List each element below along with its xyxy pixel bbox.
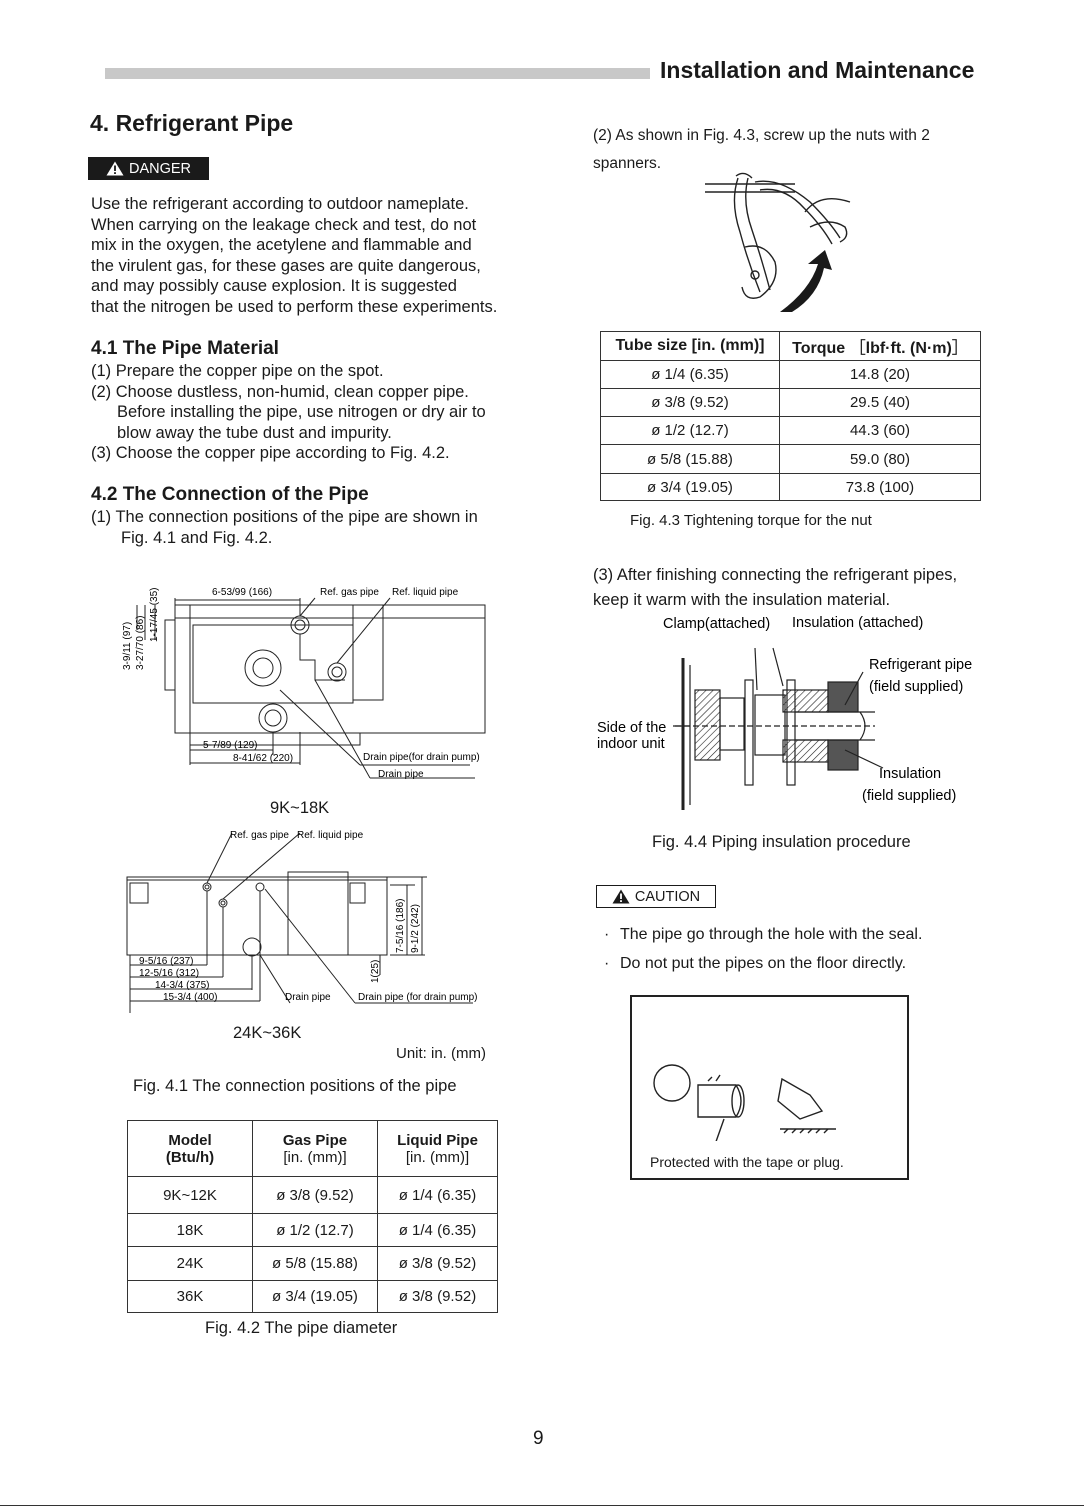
- protection-box: [630, 995, 909, 1180]
- fig41-caption: Fig. 4.1 The connection positions of the pipe: [133, 1077, 457, 1095]
- warning-icon: [106, 161, 124, 176]
- header-bar: [105, 68, 650, 79]
- fig42-caption: Fig. 4.2 The pipe diameter: [205, 1319, 398, 1337]
- dim-d3: 14-3/4 (375): [155, 980, 210, 991]
- side-label-1: Side of the: [597, 720, 667, 736]
- spanner-illustration: [700, 172, 860, 312]
- page-number: 9: [533, 1428, 544, 1449]
- fig41-top-drawing: [115, 580, 495, 790]
- dim-d1: 9-5/16 (237): [139, 956, 194, 967]
- table-row: 9K~12K ø 3/8 (9.52) ø 1/4 (6.35): [128, 1177, 498, 1214]
- ref-liquid-label-2: Ref. liquid pipe: [297, 830, 364, 841]
- table-row: 18K ø 1/2 (12.7) ø 1/4 (6.35): [128, 1214, 498, 1247]
- dim-r1: 7-5/16 (186): [395, 898, 406, 953]
- insulation-label: Insulation: [879, 766, 942, 782]
- torque-table: [600, 331, 981, 501]
- refrigerant-pipe-label: Refrigerant pipe: [869, 657, 973, 673]
- danger-badge: [88, 157, 209, 180]
- fig44-caption: Fig. 4.4 Piping insulation procedure: [652, 833, 911, 851]
- th-tube-size: Tube size [in. (mm)]: [601, 332, 780, 361]
- dim-bottom1: 5-7/89 (129): [203, 740, 258, 751]
- dim-left3: 1-17/45 (35): [149, 587, 160, 642]
- dim-left1: 3-9/11 (97): [122, 621, 133, 670]
- footer-line: [0, 1505, 1084, 1506]
- pipe-diameter-table: [127, 1120, 498, 1313]
- field-supplied-2: (field supplied): [862, 788, 957, 804]
- model-24k-36k: 24K~36K: [233, 1024, 302, 1042]
- caution-label: CAUTION: [634, 888, 701, 905]
- dim-bottom2: 8-41/62 (220): [233, 753, 294, 764]
- drain-label-2: Drain pipe: [285, 992, 331, 1003]
- table-row: ø 1/2 (12.7) 44.3 (60): [601, 417, 981, 445]
- table-row: ø 3/8 (9.52) 29.5 (40): [601, 389, 981, 417]
- danger-label: DANGER: [128, 160, 192, 177]
- step2-text: (2) As shown in Fig. 4.3, screw up the nuts with 2 spanners.: [593, 127, 930, 172]
- pipe-material-title: 4.1 The Pipe Material: [91, 338, 279, 359]
- header-title: Installation and Maintenance: [660, 57, 975, 83]
- danger-text: Use the refrigerant according to outdoor nameplate. When carrying on the leakage check and test, do not mix in the oxygen, the acetylene and flammable and the virulent gas, for these gases are quite dangerous, and may possibly cause explosion. It is suggested that the nitrogen be used to perform these experiments.: [91, 195, 498, 316]
- fig41-bottom-drawing: [115, 825, 495, 1020]
- caution-badge: [596, 885, 716, 908]
- field-supplied-1: (field supplied): [869, 679, 964, 695]
- insulation-attached-label: Insulation (attached): [792, 615, 924, 631]
- protect-note: Protected with the tape or plug.: [650, 1154, 844, 1170]
- drain-pump-label: Drain pipe(for drain pump): [363, 752, 480, 763]
- table-row: ø 5/8 (15.88) 59.0 (80): [601, 445, 981, 474]
- table-row: 24K ø 5/8 (15.88) ø 3/8 (9.52): [128, 1247, 498, 1281]
- clamp-label: Clamp(attached): [663, 616, 771, 632]
- table-row: 36K ø 3/4 (19.05) ø 3/8 (9.52): [128, 1281, 498, 1313]
- bullet-1: · The pipe go through the hole with the seal.: [604, 926, 923, 943]
- warning-icon: [612, 889, 630, 904]
- th-model: Model (Btu/h): [128, 1121, 253, 1177]
- ref-liquid-label: Ref. liquid pipe: [392, 587, 459, 598]
- connection-text: (1) The connection positions of the pipe are shown in Fig. 4.1 and Fig. 4.2.: [91, 508, 478, 547]
- connection-title: 4.2 The Connection of the Pipe: [91, 484, 369, 505]
- dim-top: 6-53/99 (166): [212, 587, 273, 598]
- pipe-material-text: (1) Prepare the copper pipe on the spot. (2) Choose dustless, non-humid, clean copper pipe. Before installing the pipe, use nitrogen or dry air to blow away the tube dust and impurity. (3) Choose the copper pipe according to Fig. 4.2.: [91, 362, 486, 462]
- insulation-drawing: [595, 610, 995, 820]
- ref-gas-label-2: Ref. gas pipe: [230, 830, 289, 841]
- model-9k-18k: 9K~18K: [270, 799, 330, 817]
- th-gas: Gas Pipe [in. (mm)]: [253, 1121, 378, 1177]
- dim-left2: 3-27/70 (86): [135, 615, 146, 670]
- unit-note: Unit: in. (mm): [396, 1045, 486, 1062]
- table-row: ø 3/4 (19.05) 73.8 (100): [601, 474, 981, 501]
- pipe-end-illustration: [650, 1061, 850, 1141]
- dim-r3: 1(25): [370, 959, 381, 983]
- dim-d4: 15-3/4 (400): [163, 992, 218, 1003]
- th-liquid: Liquid Pipe [in. (mm)]: [378, 1121, 498, 1177]
- fig43-caption: Fig. 4.3 Tightening torque for the nut: [630, 512, 872, 529]
- section-title: 4. Refrigerant Pipe: [90, 110, 294, 136]
- dim-d2: 12-5/16 (312): [139, 968, 200, 979]
- drain-pump-label-2: Drain pipe (for drain pump): [358, 992, 478, 1003]
- drain-label: Drain pipe: [378, 769, 424, 780]
- th-torque: Torque ［lbf·ft. (N·m)］: [780, 332, 981, 361]
- side-label-2: indoor unit: [597, 736, 665, 752]
- ref-gas-label: Ref. gas pipe: [320, 587, 379, 598]
- dim-r2: 9-1/2 (242): [410, 904, 421, 953]
- bullet-2: · Do not put the pipes on the floor directly.: [604, 955, 907, 972]
- table-row: ø 1/4 (6.35) 14.8 (20): [601, 361, 981, 389]
- step3-text: (3) After finishing connecting the refrigerant pipes, keep it warm with the insulation material.: [593, 566, 958, 609]
